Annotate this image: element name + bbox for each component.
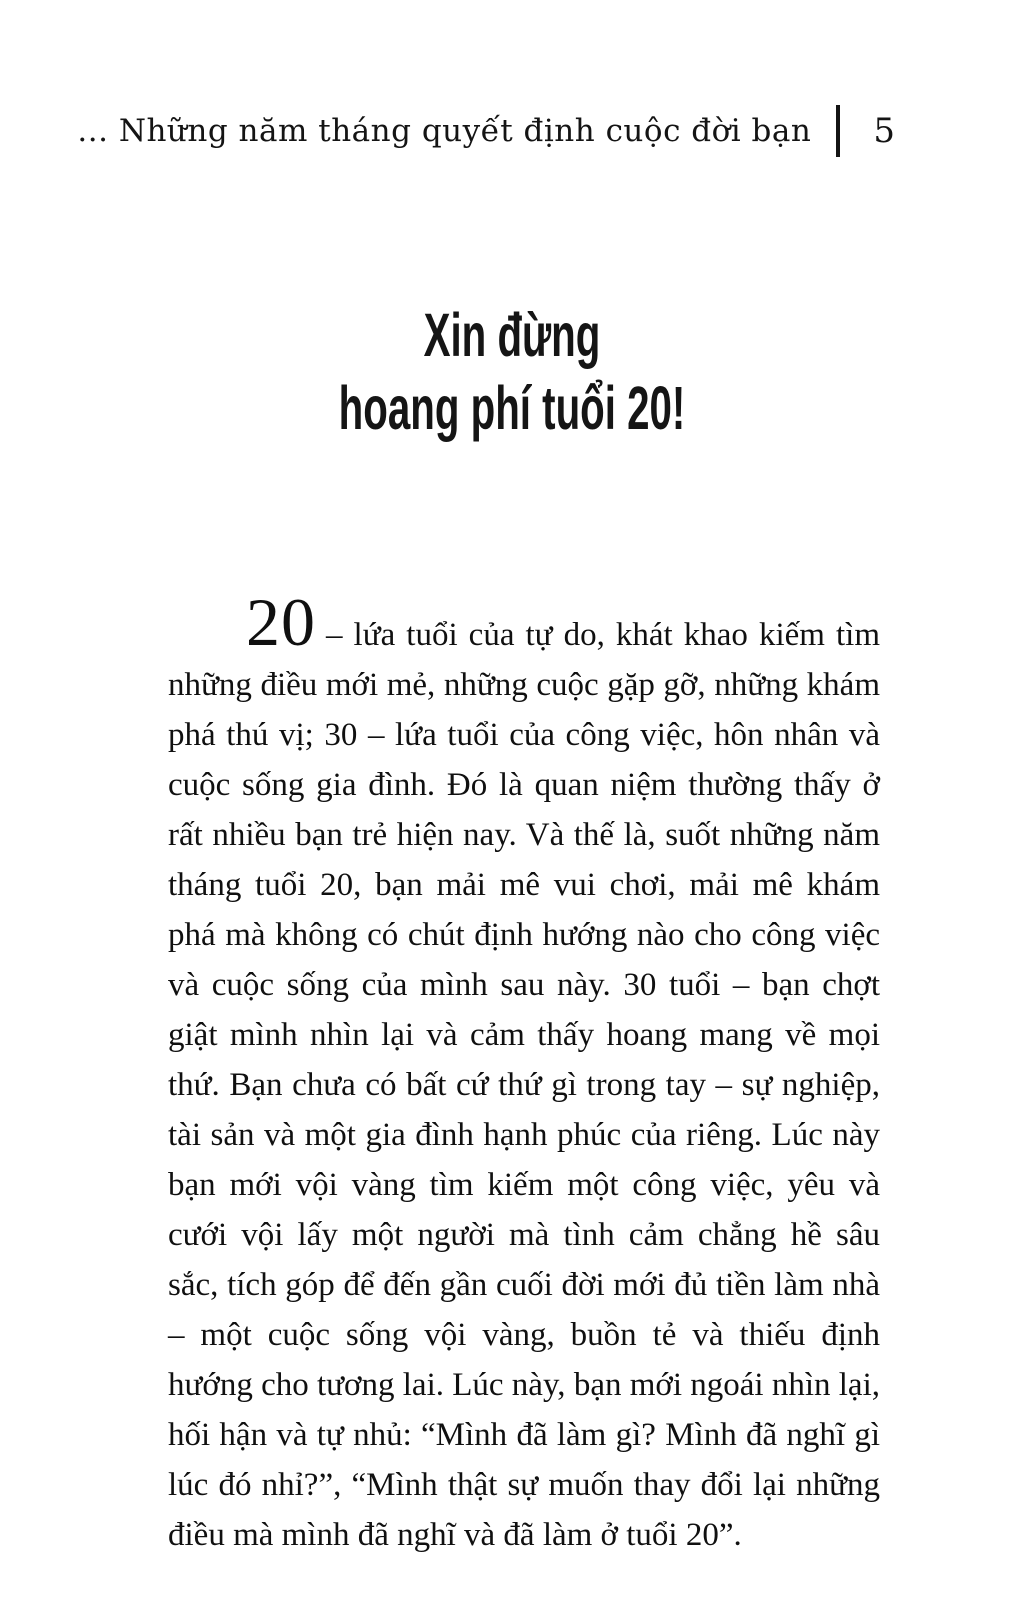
chapter-title-line-2: hoang phí tuổi 20! — [338, 374, 686, 442]
page-header — [77, 103, 895, 159]
running-title: ... Những năm tháng quyết định cuộc đời bạn — [77, 113, 812, 149]
chapter-title — [157, 299, 867, 445]
paragraph-text: – lứa tuổi của tự do, khát khao kiếm tìm những điều mới mẻ, những cuộc gặp gỡ, những khám phá thú vị; 30 – lứa tuổi của công việc, hôn nhân và cuộc sống gia đình. Đó là quan niệm thường thấy ở rất nhiều bạn trẻ hiện nay. Và thế là, suốt những năm tháng tuổi 20, bạn mải mê vui chơi, mải mê khám phá mà không có chút định hướng nào cho công việc và cuộc sống của mình sau này. 30 tuổi – bạn chợt giật mình nhìn lại và cảm thấy hoang mang về mọi thứ. Bạn chưa có bất cứ thứ gì trong tay – sự nghiệp, tài sản và một gia đình hạnh phúc của riêng. Lúc này bạn mới vội vàng tìm kiếm một công việc, yêu và cưới vội lấy một người mà tình cảm chẳng hề sâu sắc, tích góp để đến gần cuối đời mới đủ tiền làm nhà – một cuộc sống vội vàng, buồn tẻ và thiếu định hướng cho tương lai. Lúc này, bạn mới ngoái nhìn lại, hối hận và tự nhủ: “Mình đã làm gì? Mình đã nghĩ gì lúc đó nhỉ?”, “Mình thật sự muốn thay đổi lại những điều mà mình đã nghĩ và đã làm ở tuổi 20”. — [168, 617, 880, 1553]
lead-number: 20 — [246, 584, 316, 660]
body-paragraph — [168, 584, 880, 1560]
header-divider — [836, 105, 840, 157]
chapter-title-line-1: Xin đừng — [423, 301, 601, 369]
page-number: 5 — [873, 111, 895, 151]
